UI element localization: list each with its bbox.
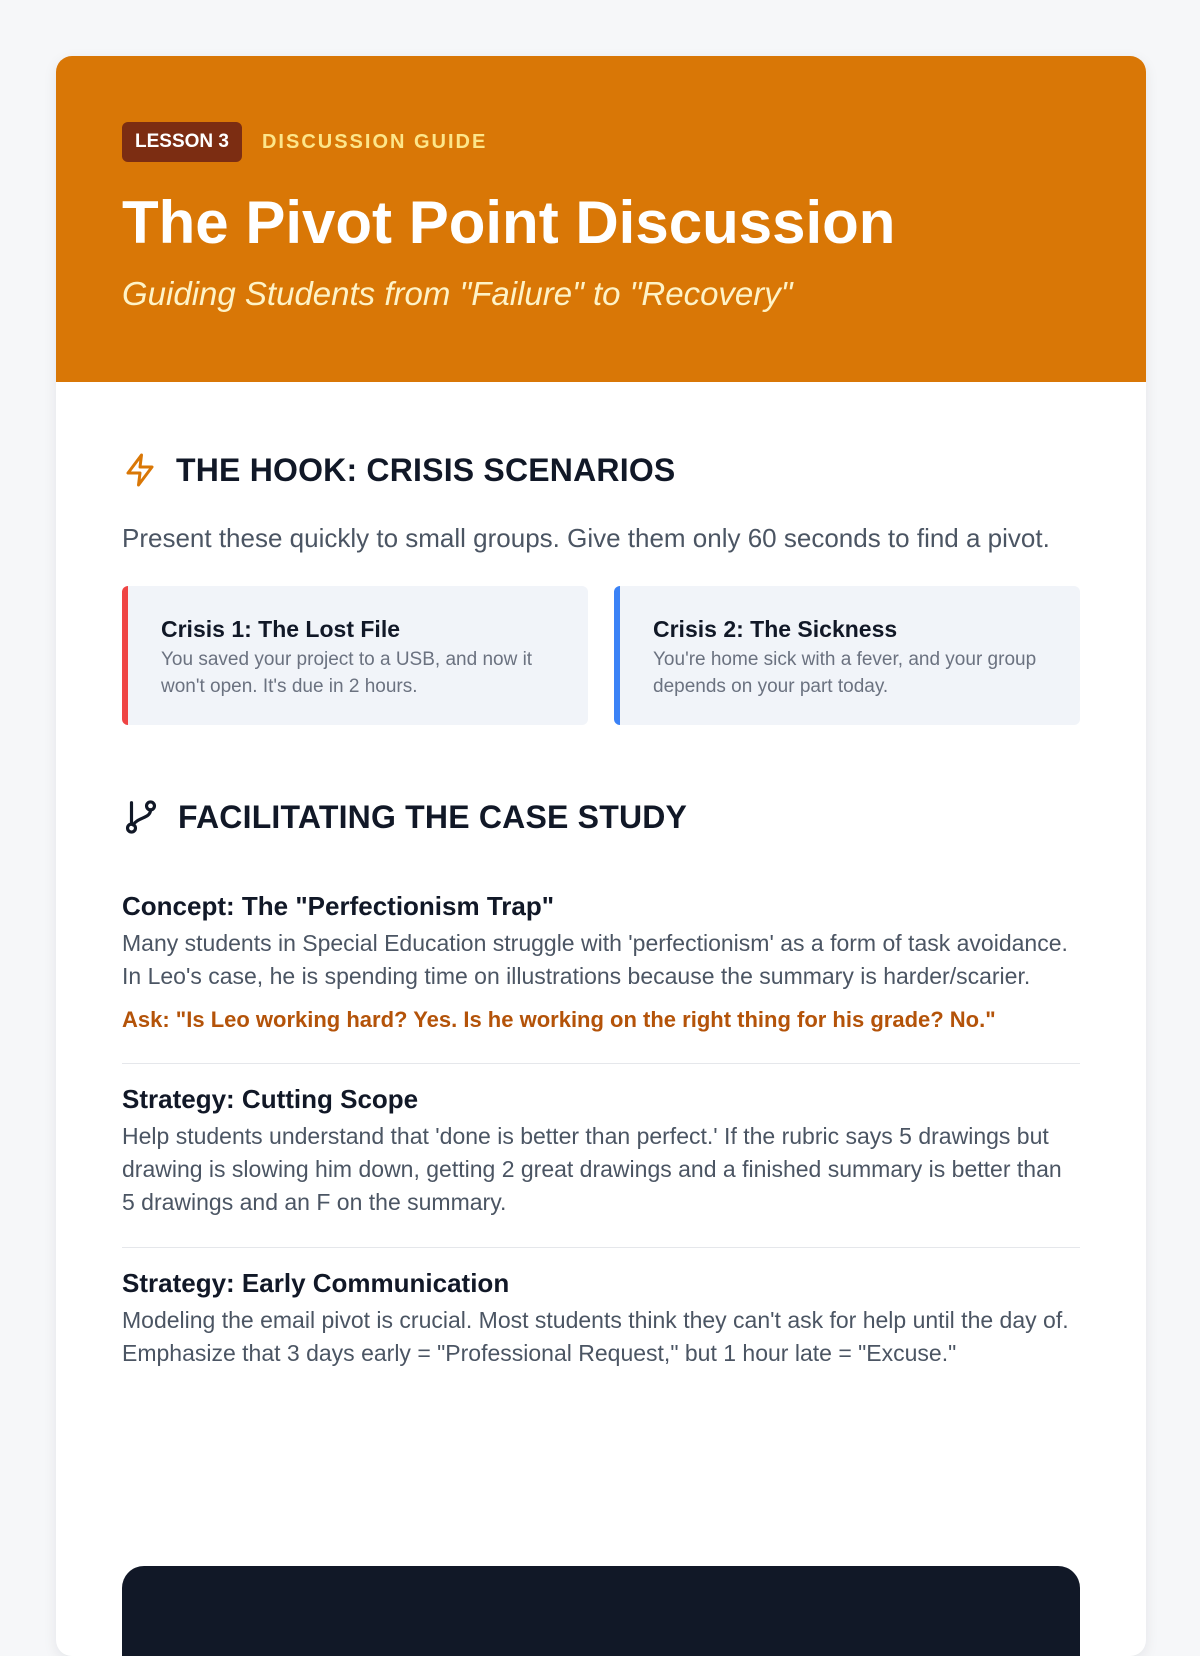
case-item-text: Many students in Special Education struggle with 'perfectionism' as a form of task avoidance. In Leo's case, he is spending time on illustrations because the summary is harder/scarier. <box>122 930 1068 989</box>
list-item <box>122 1064 1080 1248</box>
case-item-title: Strategy: Cutting Scope <box>122 1084 419 1114</box>
case-item-title: Concept: The "Perfectionism Trap" <box>122 891 555 921</box>
hook-intro: Present these quickly to small groups. Give them only 60 seconds to find a pivot. <box>122 523 1050 553</box>
lightning-icon <box>122 451 158 489</box>
case-item-text: Modeling the email pivot is crucial. Most students think they can't ask for help until the day of. Emphasize that 3 days early = "Professional Request," but 1 hour late = "Excuse." <box>122 1307 1069 1366</box>
crisis-text: You're home sick with a fever, and your group depends on your part today. <box>653 649 1037 697</box>
case-section-header <box>122 795 1080 839</box>
footer-panel <box>122 1566 1080 1656</box>
case-study-list <box>122 871 1080 1398</box>
list-item <box>122 1248 1080 1398</box>
page-subtitle: Guiding Students from "Failure" to "Recovery" <box>122 275 793 312</box>
content <box>56 448 1146 1398</box>
hook-section-header <box>122 448 1080 492</box>
crisis-title: Crisis 1: The Lost File <box>161 616 400 642</box>
guide-label: DISCUSSION GUIDE <box>261 130 488 153</box>
badge-row <box>122 122 1080 162</box>
hook-section-title: THE HOOK: CRISIS SCENARIOS <box>176 451 676 488</box>
crisis-card-sickness <box>614 586 1080 725</box>
case-section-title: FACILITATING THE CASE STUDY <box>178 798 688 835</box>
case-item-text: Help students understand that 'done is better than perfect.' If the rubric says 5 drawings but drawing is slowing him down, getting 2 great drawings and a finished summary is better than 5 drawings and an F on the summary. <box>122 1123 1062 1215</box>
git-branch-icon <box>122 798 160 836</box>
list-item <box>122 871 1080 1064</box>
case-item-ask: Ask: "Is Leo working hard? Yes. Is he working on the right thing for his grade? No." <box>122 1007 996 1032</box>
case-item-title: Strategy: Early Communication <box>122 1268 510 1298</box>
lesson-card <box>56 56 1146 1656</box>
crisis-text: You saved your project to a USB, and now it won't open. It's due in 2 hours. <box>161 649 533 697</box>
crisis-cards <box>122 586 1080 725</box>
hero-header <box>56 56 1146 382</box>
lesson-badge: LESSON 3 <box>122 122 242 162</box>
crisis-card-lost-file <box>122 586 588 725</box>
crisis-title: Crisis 2: The Sickness <box>653 616 898 642</box>
page-title: The Pivot Point Discussion <box>122 189 896 256</box>
